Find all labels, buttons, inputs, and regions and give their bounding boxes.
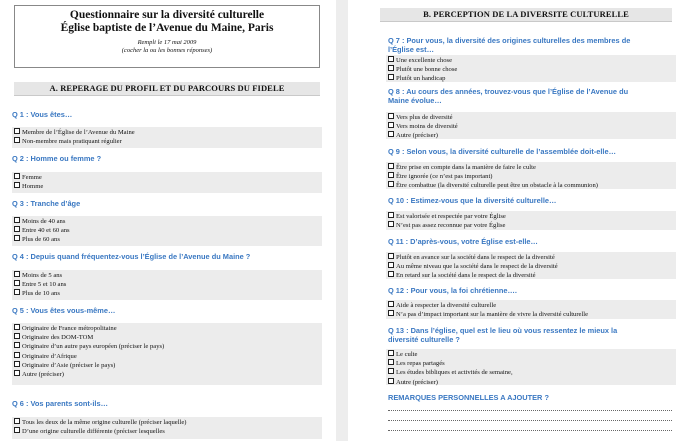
answer-option[interactable]: Plus de 60 ans bbox=[14, 235, 322, 244]
answer-option[interactable]: Être combattue (la diversité culturelle peut être un obstacle à la communion) bbox=[388, 181, 676, 190]
question-1: Q 1 : Vous êtes… bbox=[12, 110, 73, 119]
answer-option[interactable]: Est valorisée et respectée par votre Église bbox=[388, 212, 676, 221]
checkbox-icon[interactable] bbox=[14, 173, 20, 179]
answer-option[interactable]: En retard sur la société dans le respect de la diversité bbox=[388, 271, 676, 280]
checkbox-icon[interactable] bbox=[388, 65, 394, 71]
checkbox-icon[interactable] bbox=[14, 137, 20, 143]
checkbox-icon[interactable] bbox=[388, 368, 394, 374]
checkbox-icon[interactable] bbox=[388, 310, 394, 316]
question-2: Q 2 : Homme ou femme ? bbox=[12, 154, 102, 163]
answer-option[interactable]: Autre (préciser) bbox=[14, 370, 322, 379]
answer-option[interactable]: Originaire d’Afrique bbox=[14, 352, 322, 361]
checkbox-icon[interactable] bbox=[388, 253, 394, 259]
title-line-2: Église baptiste de l’Avenue du Maine, Paris bbox=[60, 22, 274, 34]
checkbox-icon[interactable] bbox=[14, 226, 20, 232]
question-9: Q 9 : Selon vous, la diversité culturelle de l’assemblée doit-elle… bbox=[388, 147, 616, 156]
answer-option[interactable]: Le culte bbox=[388, 350, 676, 359]
remarks-line[interactable] bbox=[388, 410, 672, 411]
answer-block-4 bbox=[12, 270, 322, 300]
checkbox-icon[interactable] bbox=[14, 128, 20, 134]
section-a-heading: A. REPERAGE DU PROFIL ET DU PARCOURS DU FIDELE bbox=[14, 82, 320, 96]
answer-option[interactable]: N’a pas d’impact important sur la manière de vivre la diversité culturelle bbox=[388, 310, 676, 319]
question-7: Q 7 : Pour vous, la diversité des origines culturelles des membres de l’Église est… bbox=[388, 36, 631, 54]
question-5: Q 5 : Vous êtes vous-même… bbox=[12, 306, 116, 315]
checkbox-icon[interactable] bbox=[388, 262, 394, 268]
checkbox-icon[interactable] bbox=[388, 221, 394, 227]
answer-option[interactable]: Vers moins de diversité bbox=[388, 122, 676, 131]
answer-option[interactable]: Vers plus de diversité bbox=[388, 113, 676, 122]
checkbox-icon[interactable] bbox=[14, 271, 20, 277]
checkbox-icon[interactable] bbox=[388, 131, 394, 137]
question-11: Q 11 : D’après-vous, votre Église est-elle… bbox=[388, 237, 538, 246]
answer-option[interactable]: Plutôt en avance sur la société dans le respect de la diversité bbox=[388, 253, 676, 262]
answer-option[interactable]: Moins de 5 ans bbox=[14, 271, 322, 280]
answer-block-12 bbox=[386, 300, 676, 319]
checkbox-icon[interactable] bbox=[388, 74, 394, 80]
answer-option[interactable]: Être prise en compte dans la manière de faire le culte bbox=[388, 163, 676, 172]
checkbox-icon[interactable] bbox=[388, 378, 394, 384]
answer-option[interactable]: Non-membre mais pratiquant régulier bbox=[14, 137, 322, 146]
page-gutter bbox=[336, 0, 348, 441]
checkbox-icon[interactable] bbox=[14, 370, 20, 376]
checkbox-icon[interactable] bbox=[388, 271, 394, 277]
answer-option[interactable]: Plutôt une bonne chose bbox=[388, 65, 676, 74]
question-13: Q 13 : Dans l’église, quel est le lieu où vous ressentez le mieux la diversité culturelle ? bbox=[388, 326, 618, 344]
question-12: Q 12 : Pour vous, la foi chrétienne…. bbox=[388, 286, 517, 295]
checkbox-icon[interactable] bbox=[14, 342, 20, 348]
answer-option[interactable]: Plus de 10 ans bbox=[14, 289, 322, 298]
answer-option[interactable]: Une excellente chose bbox=[388, 56, 676, 65]
question-6: Q 6 : Vos parents sont-ils… bbox=[12, 399, 108, 408]
question-8: Q 8 : Au cours des années, trouvez-vous que l’Église de l’Avenue du Maine évolue… bbox=[388, 87, 629, 105]
answer-option[interactable]: Originaire de France métropolitaine bbox=[14, 324, 322, 333]
answer-block-9 bbox=[386, 162, 676, 189]
answer-block-6 bbox=[12, 417, 322, 439]
answer-option[interactable]: Originaire des DOM-TOM bbox=[14, 333, 322, 342]
answer-block-1 bbox=[12, 127, 322, 148]
instruction-note: (cocher la ou les bonnes réponses) bbox=[121, 47, 213, 54]
answer-option[interactable]: Autre (préciser) bbox=[388, 131, 676, 140]
checkbox-icon[interactable] bbox=[14, 324, 20, 330]
checkbox-icon[interactable] bbox=[14, 352, 20, 358]
checkbox-icon[interactable] bbox=[14, 235, 20, 241]
answer-option[interactable]: N’est pas assez reconnue par votre Église bbox=[388, 221, 676, 230]
answer-block-8 bbox=[386, 112, 676, 139]
answer-block-2 bbox=[12, 172, 322, 193]
remarks-heading: REMARQUES PERSONNELLES A AJOUTER ? bbox=[388, 393, 549, 402]
answer-option[interactable]: Être ignorée (ce n’est pas important) bbox=[388, 172, 676, 181]
answer-option[interactable]: Aide à respecter la diversité culturelle bbox=[388, 301, 676, 310]
answer-option[interactable]: Les repas partagés bbox=[388, 359, 676, 368]
title-box bbox=[14, 5, 320, 68]
answer-option[interactable]: Originaire d’Asie (préciser le pays) bbox=[14, 361, 322, 370]
question-10: Q 10 : Estimez-vous que la diversité culturelle… bbox=[388, 196, 557, 205]
checkbox-icon[interactable] bbox=[388, 301, 394, 307]
checkbox-icon[interactable] bbox=[388, 163, 394, 169]
answer-option[interactable]: Les études bibliques et activités de semaine, bbox=[388, 368, 676, 377]
checkbox-icon[interactable] bbox=[14, 427, 20, 433]
checkbox-icon[interactable] bbox=[388, 350, 394, 356]
section-b-heading: B. PERCEPTION DE LA DIVERSITE CULTURELLE bbox=[380, 8, 672, 22]
answer-option[interactable]: Tous les deux de la même origine culturelle (préciser laquelle) bbox=[14, 418, 322, 427]
question-4: Q 4 : Depuis quand fréquentez-vous l’Église de l’Avenue du Maine ? bbox=[12, 252, 251, 261]
answer-block-10 bbox=[386, 211, 676, 230]
answer-option[interactable]: Originaire d’un autre pays européen (préciser le pays) bbox=[14, 342, 322, 351]
answer-option[interactable]: Entre 5 et 10 ans bbox=[14, 280, 322, 289]
answer-option[interactable]: Au même niveau que la société dans le respect de la diversité bbox=[388, 262, 676, 271]
checkbox-icon[interactable] bbox=[388, 56, 394, 62]
checkbox-icon[interactable] bbox=[388, 122, 394, 128]
title-line-1: Questionnaire sur la diversité culturelle bbox=[69, 9, 265, 21]
checkbox-icon[interactable] bbox=[14, 182, 20, 188]
answer-block-7 bbox=[386, 55, 676, 82]
checkbox-icon[interactable] bbox=[14, 361, 20, 367]
answer-block-5 bbox=[12, 323, 322, 385]
remarks-line[interactable] bbox=[388, 430, 672, 431]
answer-option[interactable]: Membre de l’Église de l’Avenue du Maine bbox=[14, 128, 322, 137]
checkbox-icon[interactable] bbox=[388, 181, 394, 187]
answer-block-11 bbox=[386, 252, 676, 279]
answer-option[interactable]: Homme bbox=[14, 182, 322, 191]
checkbox-icon[interactable] bbox=[14, 289, 20, 295]
checkbox-icon[interactable] bbox=[14, 418, 20, 424]
checkbox-icon[interactable] bbox=[388, 172, 394, 178]
checkbox-icon[interactable] bbox=[388, 113, 394, 119]
checkbox-icon[interactable] bbox=[388, 359, 394, 365]
checkbox-icon[interactable] bbox=[14, 217, 20, 223]
fill-date: Rempli le 17 mai 2009 bbox=[137, 39, 197, 46]
checkbox-icon[interactable] bbox=[14, 280, 20, 286]
checkbox-icon[interactable] bbox=[14, 333, 20, 339]
remarks-line[interactable] bbox=[388, 420, 672, 421]
answer-option[interactable]: Autre (préciser) bbox=[388, 378, 676, 387]
question-3: Q 3 : Tranche d’âge bbox=[12, 199, 81, 208]
answer-option[interactable]: D’une origine culturelle différente (préciser lesquelles bbox=[14, 427, 322, 436]
checkbox-icon[interactable] bbox=[388, 212, 394, 218]
answer-option[interactable]: Femme bbox=[14, 173, 322, 182]
answer-option[interactable]: Plutôt un handicap bbox=[388, 74, 676, 83]
answer-block-3 bbox=[12, 216, 322, 246]
answer-block-13 bbox=[386, 349, 676, 385]
answer-option[interactable]: Entre 40 et 60 ans bbox=[14, 226, 322, 235]
answer-option[interactable]: Moins de 40 ans bbox=[14, 217, 322, 226]
